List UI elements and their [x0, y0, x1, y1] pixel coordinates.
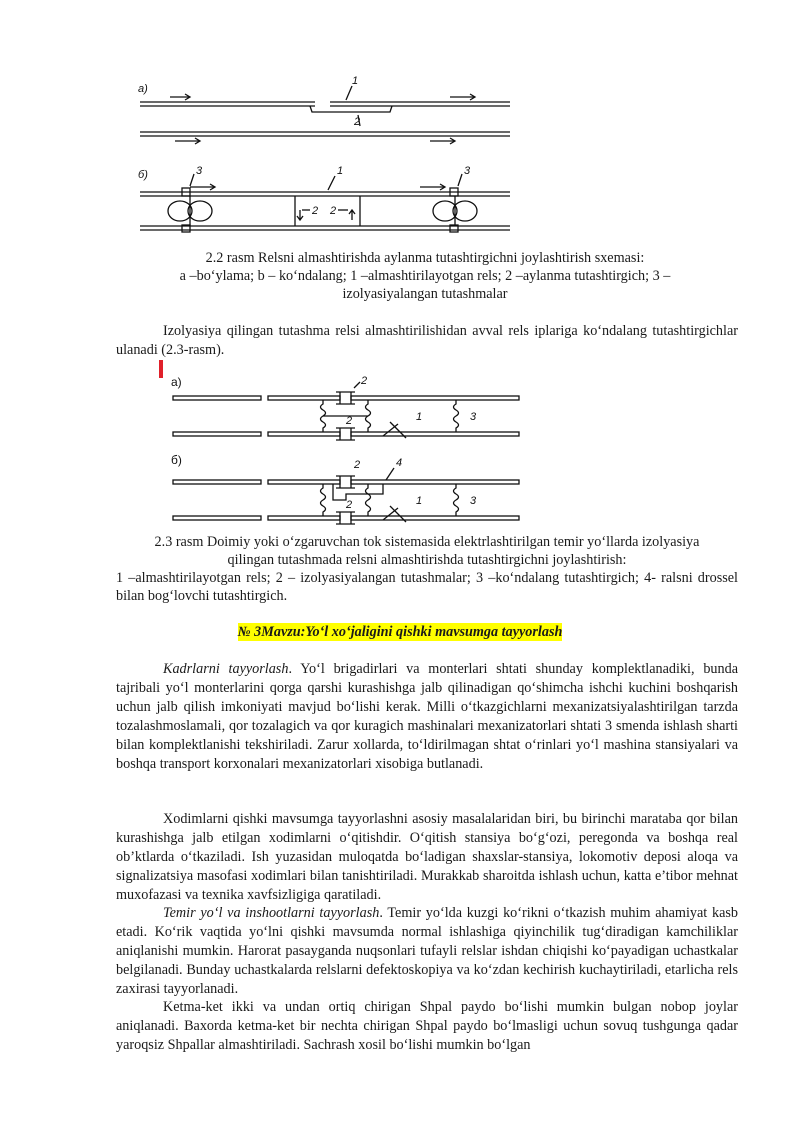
fig2-caption-line2: qilingan tutashmada relsni almashtirishda tutashtirgichni joylashtirish: [227, 552, 627, 568]
fig2-label-3b: 3 [470, 495, 477, 507]
figure-2-2 [130, 70, 520, 238]
figure-2-3-caption [116, 533, 738, 605]
fig2-label-3: 3 [470, 411, 477, 423]
fig1-label-1b: 1 [337, 165, 344, 177]
fig2-label-b: б) [171, 453, 182, 467]
fig1-caption-line3: izolyasiyalangan tutashmalar [342, 286, 508, 302]
fig1-caption-line2: a –bo‘ylama; b – ko‘ndalang; 1 –almashtirilayotgan rels; 2 –aylanma tutashtirgich; 3 – [179, 268, 671, 284]
rail-bypass-diagram [130, 70, 520, 238]
fig1-label-a: a) [138, 83, 148, 95]
paragraph-xodimlar [116, 810, 738, 905]
fig2-caption-line3: 1 –almashtirilayotgan rels; 2 – izolyasiyalangan tutashmalar; 3 –ko‘ndalang tutashtirgich; 4- ralsni drossel bilan bog‘lovchi tutashtirgich. [116, 570, 738, 604]
section-heading-text: № 3Mavzu:Yo‘l xo‘jaligini qishki mavsumga tayyorlash [237, 624, 563, 640]
fig2-label-2b-mid: 2 [346, 499, 353, 511]
fig2-label-2b-top: 2 [354, 459, 361, 471]
fig1-label-2: 2 [354, 116, 361, 128]
fig1-label-2b-right: 2 [330, 205, 337, 217]
section-heading [0, 624, 800, 641]
paragraph-temir-yol-text: . Temir yo‘lda kuzgi ko‘rikni o‘tkazish muhim ahamiyat kasb etadi. Ko‘rik vaqtida yo‘lni qishki mavsumda normal ishlashiga qiyinchilik tug‘diradigan kamchiliklar aniqlanishi mumkin. Harorat pasayganda nuqsonlari tufayli relslar ishdan chiqishi ko‘payadigan uchastkalar belgilanadi. Bunday uchastkalarda relslarni defektoskopiya va ko‘zdan kechirish kuchaytiriladi, etarlicha rels zaxirasi tayyorlanadi. [116, 905, 738, 997]
fig2-label-4: 4 [396, 457, 403, 469]
fig2-label-2-mid: 2 [346, 415, 353, 427]
fig1-caption-line1: 2.2 rasm Relsni almashtirishda aylanma tutashtirgichni joylashtirish sxemasi: [205, 250, 645, 266]
fig1-label-3-left: 3 [196, 165, 203, 177]
fig2-label-a: а) [171, 375, 182, 389]
intro-paragraph: Izolyasiya qilingan tutashma relsi almashtirilishidan avval rels iplariga ko‘ndalang tutashtirgichlar ulanadi (2.3-rasm). [116, 323, 738, 358]
figure-2-2-caption [112, 249, 738, 303]
figure-2-3 [168, 372, 528, 532]
fig2-label-2-top: 2 [361, 375, 368, 387]
insulated-joint-diagram [168, 372, 528, 532]
paragraph-xodimlar-text: Xodimlarni qishki mavsumga tayyorlashni asosiy masalalaridan biri, bu birinchi marataba qor bilan kurashishga jalb etilgan xodimlarni o‘qitishdir. O‘qitish stansiya bo‘g‘ozi, peregonda va boshqa real ob’ktlarda o‘tkaziladi. Ish yuzasidan muloqatda bo‘ladigan shaxslar-stansiya, lokomotiv deposi aloqa va signalizatsiya masofasi xodimlari bilan tanishtiriladi. Murakkab sharoitda ishlash uchun, katta e’tibor mehnat muxofazasi va texnika xavfsizligiga qaratiladi. [116, 811, 738, 903]
fig1-label-2b-left: 2 [312, 205, 319, 217]
paragraph-temir-yol-lead: Temir yo‘l va inshootlarni tayyorlash [163, 905, 380, 921]
paragraph-temir-yol [116, 904, 738, 999]
fig1-label-1: 1 [352, 75, 359, 87]
paragraph-kadrlar-lead: Kadrlarni tayyorlash [163, 661, 289, 677]
fig1-label-3-right: 3 [464, 165, 471, 177]
paragraph-kadrlar-text: . Yo‘l brigadirlari va monterlari shtati shunday komplektlanadiki, bunda tajribali yo‘l monterlarini qorga qarshi kurashishga jalb qilinadigan qo‘shimcha ishchi kuchini boshqarish uchun jalb qilish imkoniyati mavjud bo‘lishi kerak. Milli o‘tkazgichlarni mexanizatsiyalashtirilgan tarzda tozalashmoslamali, qor tozalagich va qor kuragich mashinalari mexanizatorlari shtati 3 smenda ishlash sharti bilan komplektlanishi tekshiriladi. Zarur xollarda, to‘ldirilmagan shtat o‘rinlari yo‘l mashina stansiyalari va boshqa transport korxonalari mexanizatorlari xisobiga butlanadi. [116, 661, 738, 772]
fig1-label-b: б) [138, 169, 148, 181]
fig2-label-1b: 1 [416, 495, 423, 507]
paragraph-shpal-text: Ketma-ket ikki va undan ortiq chirigan Shpal paydo bo‘lishi mumkin bulgan nobop joylar aniqlanadi. Baxorda ketma-ket bir nechta chirigan Shpal paydo bo‘lmasligi uchun sovuq tushgunga qadar yaroqsiz Shpallar almashtiriladi. Sachrash xosil bo‘lishi mumkin bo‘lgan [116, 999, 738, 1053]
paragraph-kadrlar [116, 660, 738, 773]
fig2-caption-line1: 2.3 rasm Doimiy yoki o‘zgaruvchan tok sistemasida elektrlashtirilgan temir yo‘llarda izolyasiya [154, 534, 700, 550]
paragraph-shpal [116, 998, 738, 1055]
red-marker [159, 360, 163, 378]
fig2-label-1: 1 [416, 411, 423, 423]
